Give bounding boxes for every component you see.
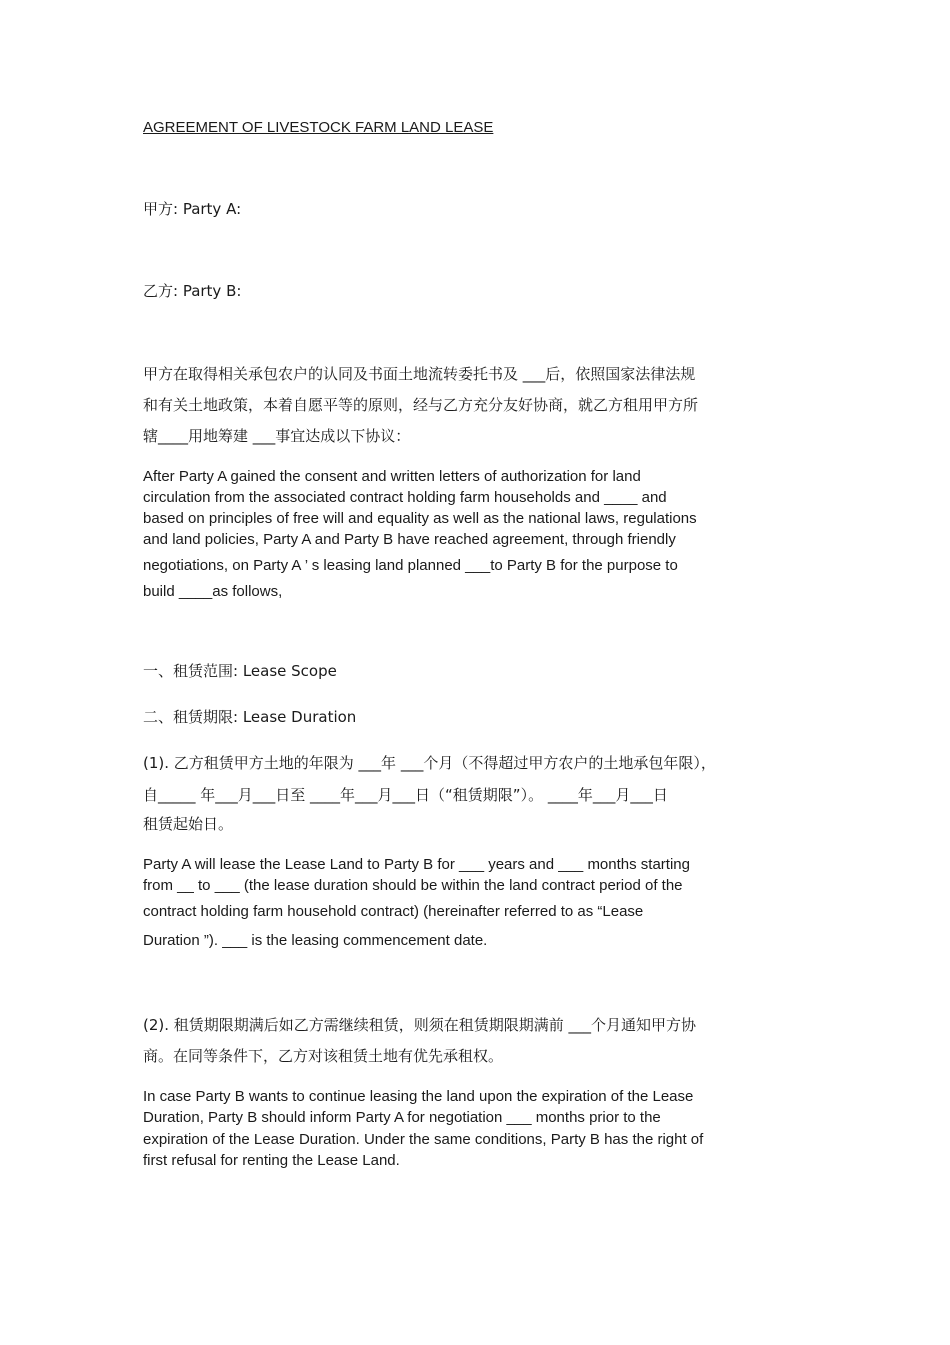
intro-en-line: build ____as follows,	[143, 583, 283, 600]
intro-cn-line: 辖____用地筹建 ___事宜达成以下协议：	[143, 427, 411, 445]
intro-en-line: negotiations, on Party A ’ s leasing land planned ___to Party B for the purpose to	[143, 557, 678, 574]
intro-en-line: After Party A gained the consent and written letters of authorization for land	[143, 468, 641, 485]
intro-en-line: and land policies, Party A and Party B have reached agreement, through friendly	[143, 531, 676, 548]
clause1-en-line: Party A will lease the Lease Land to Party B for ___ years and ___ months starting	[143, 856, 690, 873]
clause2-cn-line: (2). 租赁期限期满后如乙方需继续租赁，则须在租赁期限期满前 ___个月通知甲方协	[143, 1016, 697, 1034]
clause2-en-line: In case Party B wants to continue leasing the land upon the expiration of the Lease	[143, 1088, 694, 1105]
intro-en-line: circulation from the associated contract holding farm households and ____ and	[143, 489, 667, 506]
clause1-cn-line: 租赁起始日。	[143, 815, 234, 833]
intro-cn-line: 和有关土地政策，本着自愿平等的原则，经与乙方充分友好协商，就乙方租用甲方所	[143, 396, 699, 414]
document-title: AGREEMENT OF LIVESTOCK FARM LAND LEASE	[143, 119, 494, 136]
clause2-en-line: Duration, Party B should inform Party A for negotiation ___ months prior to the	[143, 1109, 661, 1126]
clause1-en-line: from __ to ___ (the lease duration should be within the land contract period of the	[143, 877, 683, 894]
section-heading-lease-scope: 一、租赁范围: Lease Scope	[143, 662, 337, 680]
party-b-label: 乙方: Party B:	[143, 282, 242, 300]
party-a-label: 甲方: Party A:	[143, 200, 242, 218]
clause1-cn-line: (1). 乙方租赁甲方土地的年限为 ___年 ___个月（不得超过甲方农户的土地承包年限），	[143, 754, 716, 772]
clause2-cn-line: 商。在同等条件下，乙方对该租赁土地有优先承租权。	[143, 1047, 504, 1065]
section-heading-lease-duration: 二、租赁期限: Lease Duration	[143, 708, 357, 726]
clause1-cn-line: 自_____ 年___月___日至 ____年___月___日（“租赁期限”）。 ____年___月___日	[143, 786, 668, 804]
intro-cn-line: 甲方在取得相关承包农户的认同及书面土地流转委托书及 ___后，依照国家法律法规	[143, 365, 696, 383]
clause2-en-line: first refusal for renting the Lease Land.	[143, 1152, 400, 1169]
clause1-en-line: contract holding farm household contract) (hereinafter referred to as “Lease	[143, 903, 644, 920]
clause1-en-line: Duration ”). ___ is the leasing commencement date.	[143, 932, 488, 949]
intro-en-line: based on principles of free will and equality as well as the national laws, regulations	[143, 510, 697, 527]
clause2-en-line: expiration of the Lease Duration. Under the same conditions, Party B has the right of	[143, 1131, 704, 1148]
